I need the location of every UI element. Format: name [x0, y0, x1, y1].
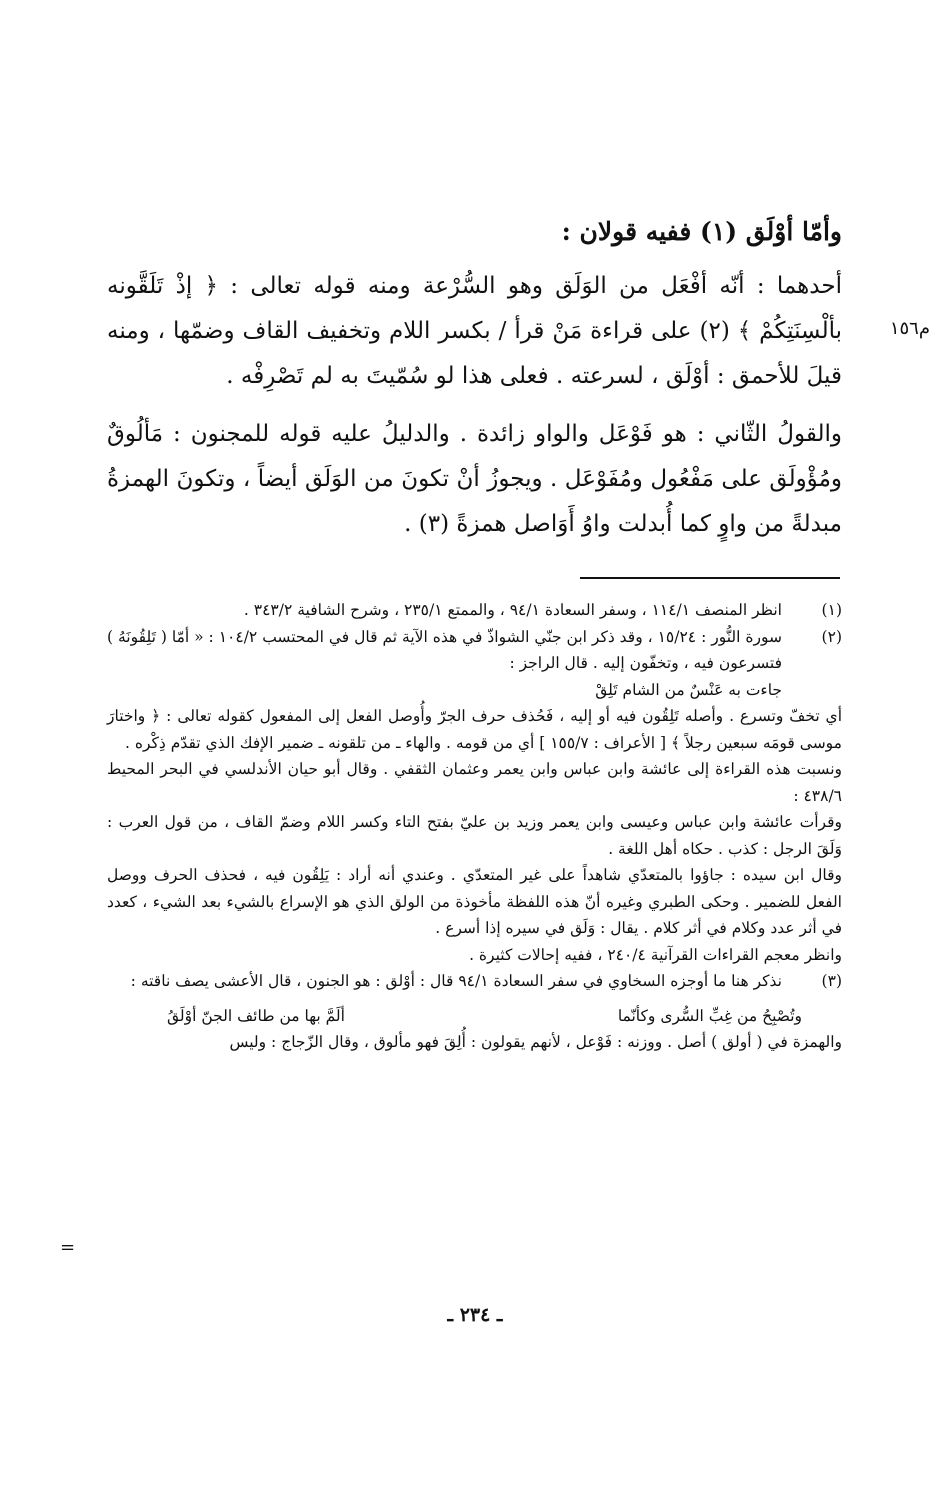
footnote-text: أي تخفّ وتسرع . وأصله تَلِقُون فيه أو إليه ، فَحُذف حرف الجرّ وأُوصل الفعل إلى المفعول كقوله تعالى : ﴿ واختارَ موسى قومَه سبعين رجلاً ﴾ [ الأعراف : ١٥٥/٧ ] أي من قومه . والهاء ـ من تلقونه ـ ضمير الإفك الذي تقدّم ذِكْره . — [107, 707, 842, 752]
footnote-text: والهمزة في ( أولق ) أصل . ووزنه : فَوْعل ، لأنهم يقولون : أُلِقَ فهو مألوق ، وقال الزّجاج : وليس — [229, 1033, 842, 1051]
footnote-2-continuation — [107, 703, 842, 968]
continuation-mark: = — [60, 1237, 76, 1258]
footnote-text: وانظر معجم القراءات القرآنية ٢٤٠/٤ ، ففيه إحالات كثيرة . — [469, 945, 842, 964]
main-text — [107, 212, 842, 560]
footnote-text: وقرأت عائشة وابن عباس وعيسى وابن يعمر وزيد بن عليّ بفتح التاء وكسر اللام وضمّ القاف ، من قول العرب : وَلَقَ الرجل : كذب . حكاه أهل اللغة . — [107, 813, 842, 858]
footnote-1 — [107, 597, 842, 624]
poem-line — [107, 1003, 842, 1030]
footnote-text: ونسبت هذه القراءة إلى عائشة وابن عباس وابن يعمر وعثمان الثقفي . وقال أبو حيان الأندلسي في البحر المحيط ٤٣٨/٦ : — [107, 760, 842, 805]
footnote-number: (٢) — [821, 627, 842, 646]
page-number: ـ ٢٣٤ ـ — [447, 1304, 503, 1326]
paragraph-first-opinion: أحدهما : أنّه أفْعَل من الوَلَق وهو السُّرْعة ومنه قوله تعالى : ﴿ إذْ تَلَقَّونه بألْسِنَتِكُمْ ﴾ (٢) على قراءة مَنْ قرأ / بكسر اللام وتخفيف القاف وضمّها ، ومنه قيلَ للأحمق : أوْلَق ، لسرعته . فعلى هذا لو سُمّيتَ به لم تَصْرِفْه . — [107, 273, 842, 389]
footnote-number: (١) — [821, 601, 842, 619]
footnote-text: انظر المنصف ١١٤/١ ، وسفر السعادة ٩٤/١ ، والممتع ٢٣٥/١ ، وشرح الشافية ٣٤٣/٢ . — [243, 601, 782, 619]
footnote-number: (٣) — [821, 972, 842, 990]
section-heading: وأمّا أوْلَق (١) ففيه قولان : — [561, 217, 842, 246]
poem-first-hemistich: وتُصْبِحُ من غِبِّ السُّرى وكأنّما — [617, 1006, 802, 1025]
footnote-3 — [107, 968, 842, 995]
footnote-2 — [107, 624, 842, 704]
poem-second-hemistich: ألَمَّ بها من طائف الجنّ أوْلَقُ — [167, 1006, 345, 1025]
footnotes — [107, 597, 842, 1056]
footnote-text: سورة النُّور : ١٥/٢٤ ، وقد ذكر ابن جنّي الشواذّ في هذه الآية ثم قال في المحتسب ١٠٤/٢ : « أمّا ( تَلِقُونَهُ ) فتسرعون فيه ، وتخفّون إليه . قال الراجز : — [107, 627, 782, 672]
footnote-divider — [580, 577, 840, 579]
manuscript-page-marker: م١٥٦ — [889, 318, 930, 339]
footnote-text: نذكر هنا ما أوجزه السخاوي في سفر السعادة ٩٤/١ قال : أوْلق : هو الجنون ، قال الأعشى يصف ناقته : — [130, 972, 782, 990]
footnote-verse: جاءت به عَنْسٌ من الشام تَلِقْ — [595, 680, 782, 699]
footnote-text: وقال ابن سيده : جاؤوا بالمتعدّي شاهداً على غير المتعدّي . وعندي أنه أراد : يَلِقُون فيه ، فحذف الحرف ووصل الفعل للضمير . وحكى الطبري وغيره أنّ هذه اللفظة مأخوذة من الولق الذي هو الإسراع بالشيء بعد الشيء ، كعدد في أثر عدد وكلام في أثر كلام . يقال : وَلَق في سيره إذا أسرع . — [107, 866, 842, 937]
paragraph-second-opinion: والقولُ الثّاني : هو فَوْعَل والواو زائدة . والدليلُ عليه قوله للمجنون : مَألُوقٌ ومُؤْولَق على مَفْعُول ومُفَوْعَل . ويجوزُ أنْ تكونَ من الوَلَق أيضاً ، وتكونَ الهمزةُ مبدلةً من واوٍ كما أُبدلت واوُ أَوَاصل همزةً (٣) . — [107, 421, 842, 537]
